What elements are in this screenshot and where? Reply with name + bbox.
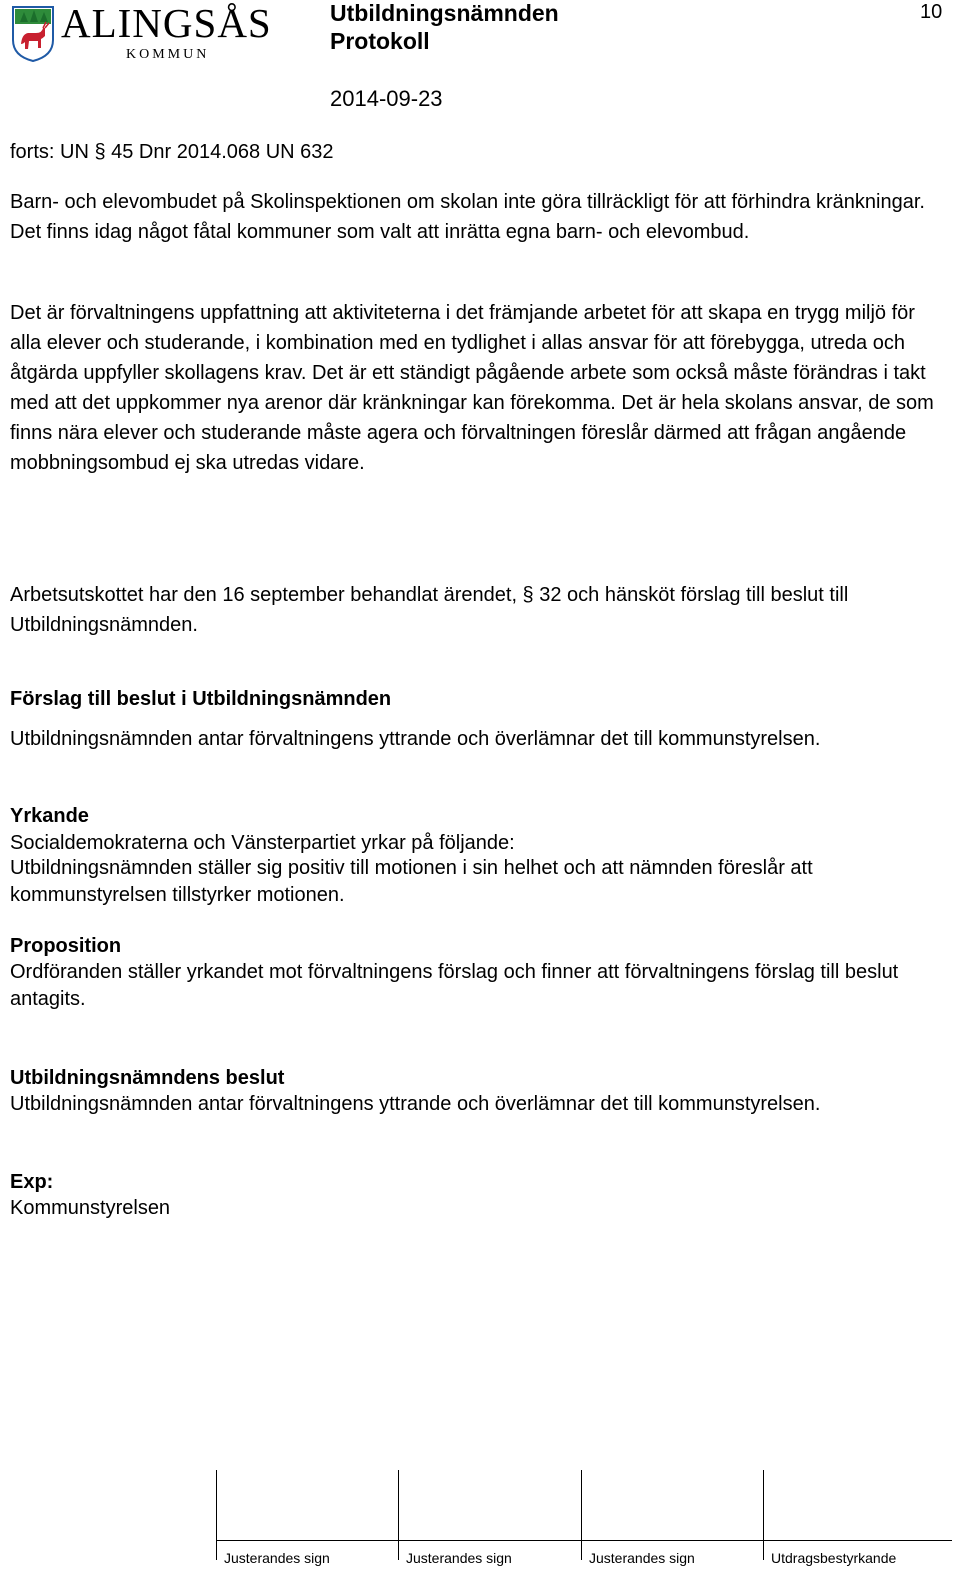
motion-line-1: Socialdemokraterna och Vänsterpartiet yrkar på följande:: [10, 832, 515, 854]
signature-label: Justerandes sign: [224, 1550, 330, 1566]
signature-label: Justerandes sign: [406, 1550, 512, 1566]
coat-of-arms-icon: [12, 6, 54, 62]
case-reference: forts: UN § 45 Dnr 2014.068 UN 632: [10, 141, 334, 163]
paragraph-committee-review: Arbetsutskottet har den 16 september behandlat ärendet, § 32 och hänsköt förslag till beslut till Utbildningsnämnden.: [10, 584, 849, 636]
signature-divider: [581, 1470, 582, 1560]
committee-name: Utbildningsnämnden: [330, 0, 559, 26]
proposal-heading: Förslag till beslut i Utbildningsnämnden: [10, 688, 392, 710]
certification-label: Utdragsbestyrkande: [771, 1550, 897, 1566]
document-type: Protokoll: [330, 28, 430, 54]
signature-divider: [763, 1470, 764, 1560]
signature-divider: [216, 1470, 217, 1560]
motion-line-2: Utbildningsnämnden ställer sig positiv till motionen i sin helhet och att nämnden föreslår att kommunstyrelsen tillstyrker motionen.: [10, 857, 813, 906]
proposition-text: Ordföranden ställer yrkandet mot förvaltningens förslag och finner att förvaltningens förslag till beslut antagits.: [10, 961, 899, 1010]
decision-heading: Utbildningsnämndens beslut: [10, 1067, 285, 1089]
paragraph-ombud: Barn- och elevombudet på Skolinspektionen om skolan inte göra tillräckligt för att förhindra kränkningar. Det finns idag något fåtal kommuner som valt att inrätta egna barn- och elevombud.: [10, 191, 925, 243]
page-number: 10: [920, 1, 943, 23]
exp-recipient: Kommunstyrelsen: [10, 1197, 171, 1219]
logo-subtext: KOMMUN: [126, 47, 210, 62]
motion-heading: Yrkande: [10, 805, 89, 827]
proposal-text: Utbildningsnämnden antar förvaltningens yttrande och överlämnar det till kommunstyrelsen.: [10, 728, 821, 750]
proposition-heading: Proposition: [10, 935, 122, 957]
paragraph-assessment: Det är förvaltningens uppfattning att aktiviteterna i det främjande arbetet för att skapa en trygg miljö för alla elever och studerande, i kombination med en tydlighet i allas ansvar för att förebygga, utreda och åtgärda uppfyller skollagens krav. Det är ett ständigt pågående arbete som också måste förändras i takt med att det uppkommer nya arenor där kränkningar kan förekomma. Det är hela skolans ansvar, de som finns nära elever och studerande måste agera och förvaltningen föreslår därmed att frågan angående mobbningsombud ej ska utredas vidare.: [10, 302, 934, 474]
decision-text: Utbildningsnämnden antar förvaltningens yttrande och överlämnar det till kommunstyrelsen.: [10, 1093, 821, 1115]
signature-divider: [398, 1470, 399, 1560]
signature-baseline: [216, 1540, 952, 1541]
signature-footer: [216, 1470, 952, 1587]
logo-wordmark: ALINGSÅS: [61, 0, 272, 46]
meeting-date: 2014-09-23: [330, 86, 443, 111]
signature-label: Justerandes sign: [589, 1550, 695, 1566]
exp-heading: Exp:: [10, 1171, 54, 1193]
municipality-logo: [12, 0, 302, 66]
